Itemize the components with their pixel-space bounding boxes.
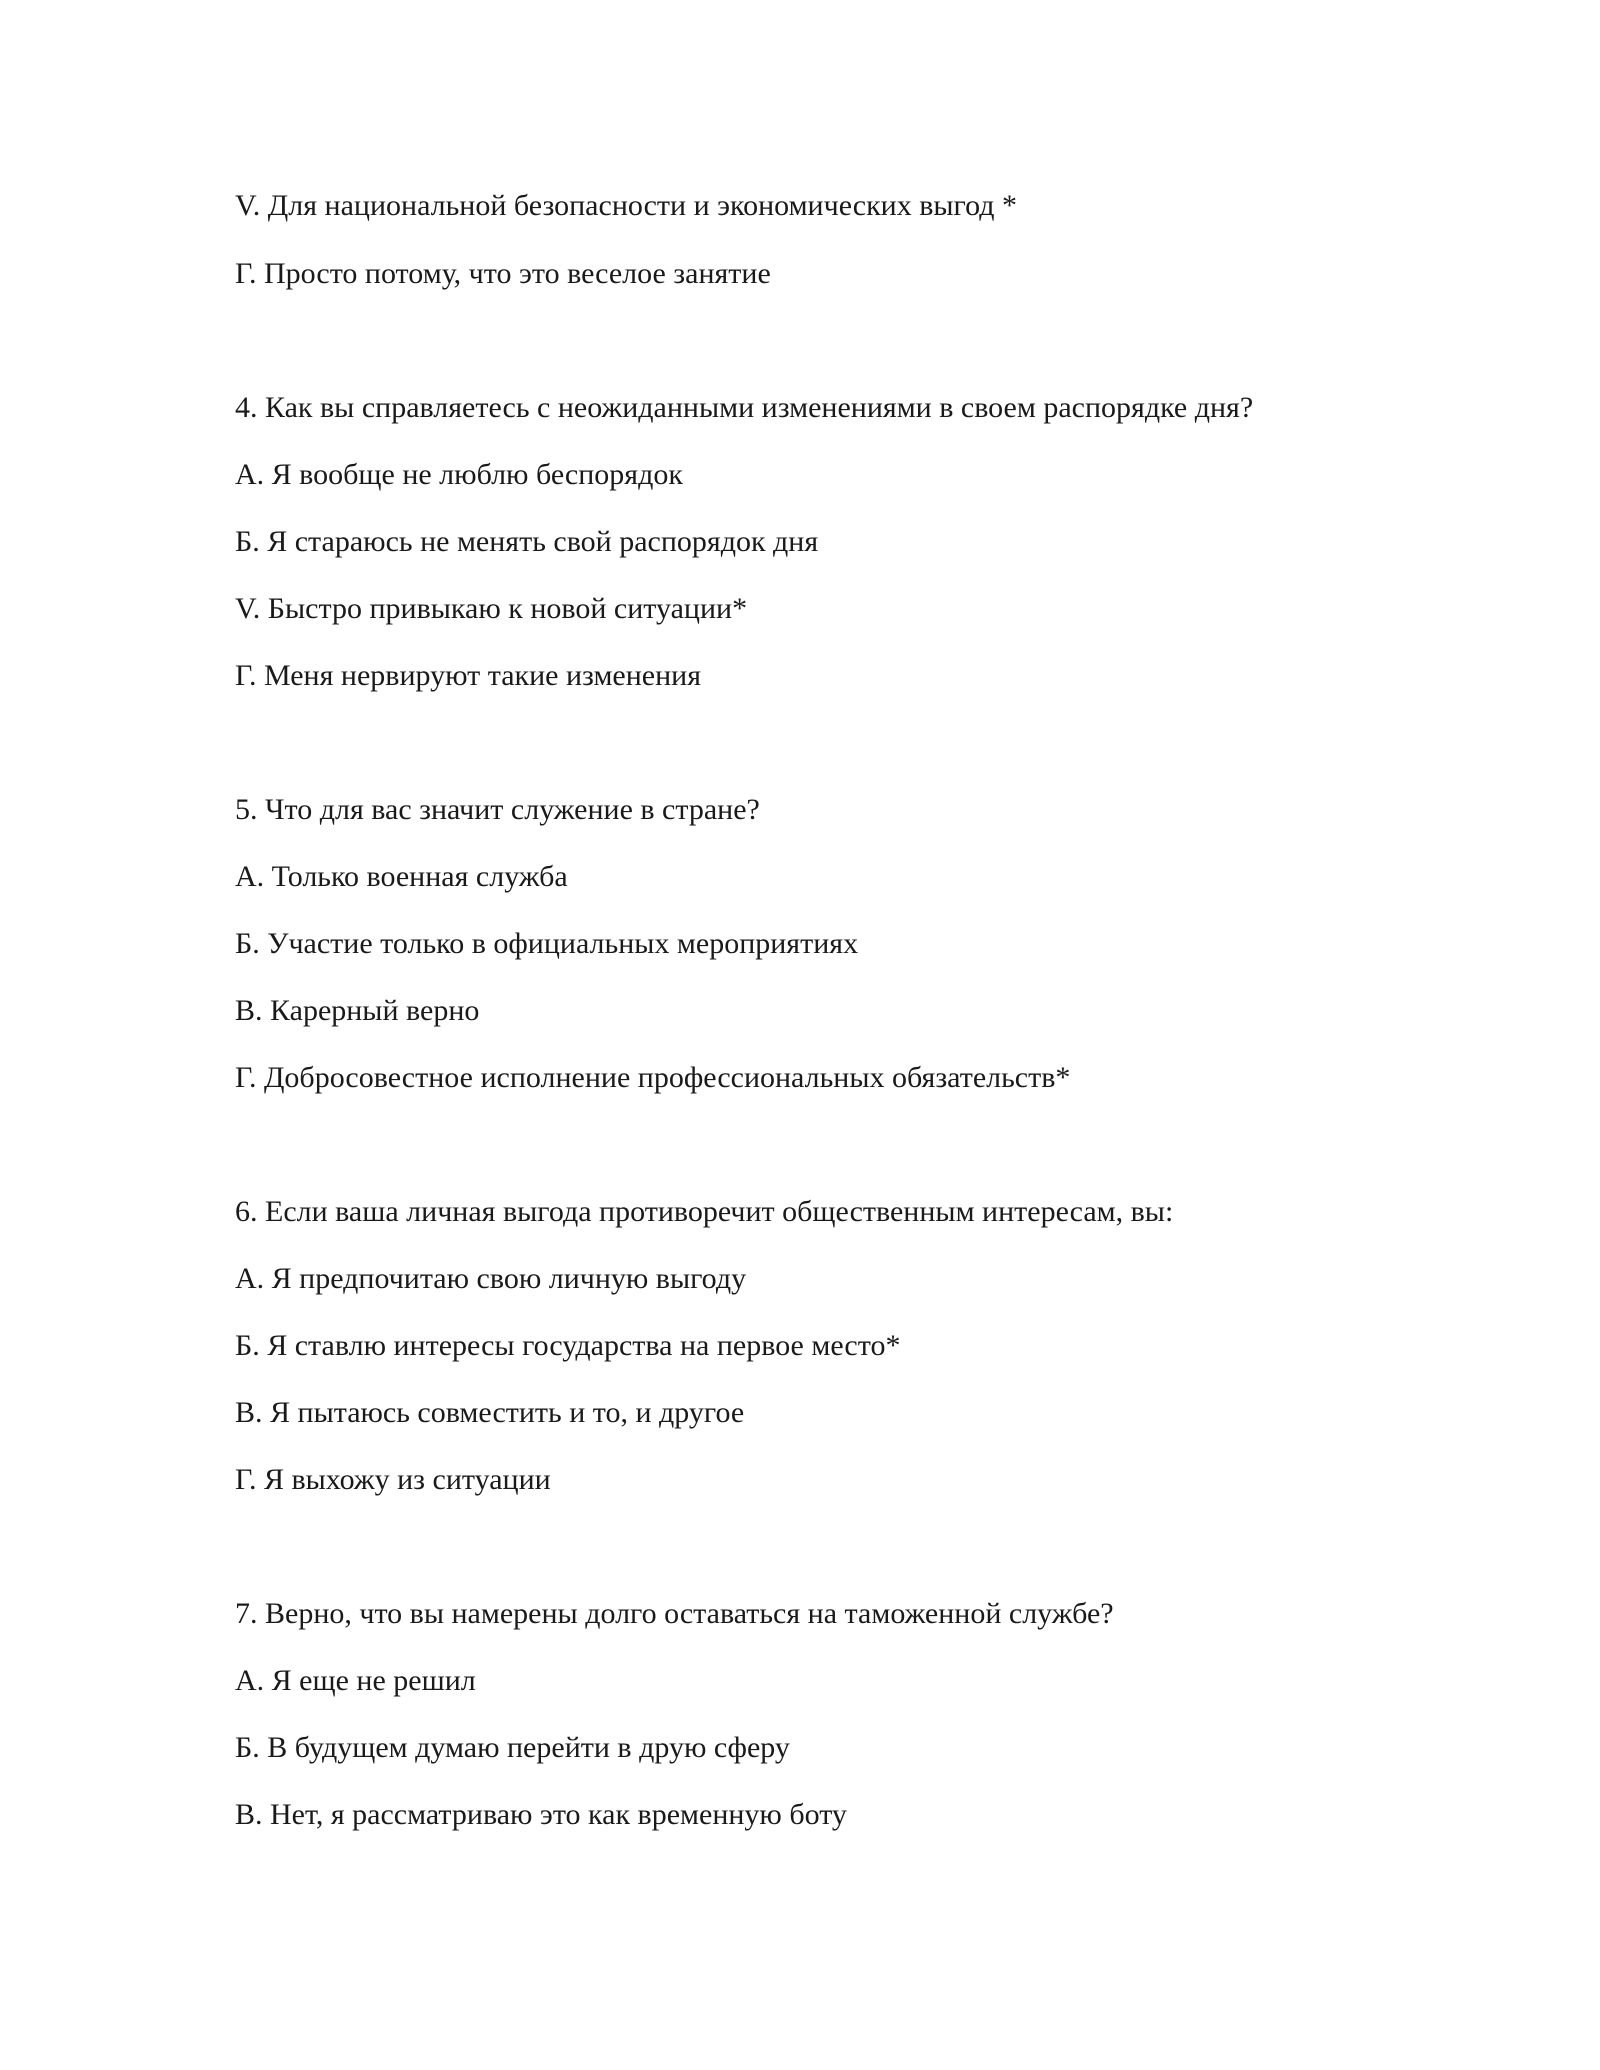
q5-question: 5. Что для вас значит служение в стране? <box>235 793 760 826</box>
q7-question: 7. Верно, что вы намерены долго оставаться на таможенной службе? <box>235 1597 1114 1630</box>
q7-option-b: Б. В будущем думаю перейти в друю сферу <box>235 1731 790 1764</box>
q3-option-g: Г. Просто потому, что это веселое занятие <box>235 257 771 290</box>
q6-option-g: Г. Я выхожу из ситуации <box>235 1463 551 1496</box>
q7-option-v: В. Нет, я рассматриваю это как временную боту <box>235 1798 847 1831</box>
q6-option-v: В. Я пытаюсь совместить и то, и другое <box>235 1396 745 1429</box>
q6-option-b: Б. Я ставлю интересы государства на первое место* <box>235 1329 901 1362</box>
q5-option-v: В. Карерный верно <box>235 994 480 1027</box>
q5-option-g: Г. Добросовестное исполнение профессиональных обязательств* <box>235 1061 1071 1094</box>
q6-question: 6. Если ваша личная выгода противоречит общественным интересам, вы: <box>235 1195 1174 1228</box>
q5-option-a: А. Только военная служба <box>235 860 568 893</box>
q3-option-v: V. Для национальной безопасности и экономических выгод * <box>235 189 1017 222</box>
q4-option-g: Г. Меня нервируют такие изменения <box>235 659 702 692</box>
q5-option-b: Б. Участие только в официальных мероприятиях <box>235 927 859 960</box>
q7-option-a: А. Я еще не решил <box>235 1664 476 1697</box>
q4-option-a: А. Я вообще не люблю беспорядок <box>235 458 683 491</box>
q4-option-b: Б. Я стараюсь не менять свой распорядок дня <box>235 525 819 558</box>
q4-option-v: V. Быстро привыкаю к новой ситуации* <box>235 592 748 625</box>
q4-question: 4. Как вы справляетесь с неожиданными изменениями в своем распорядке дня? <box>235 391 1254 424</box>
q6-option-a: А. Я предпочитаю свою личную выгоду <box>235 1262 747 1295</box>
